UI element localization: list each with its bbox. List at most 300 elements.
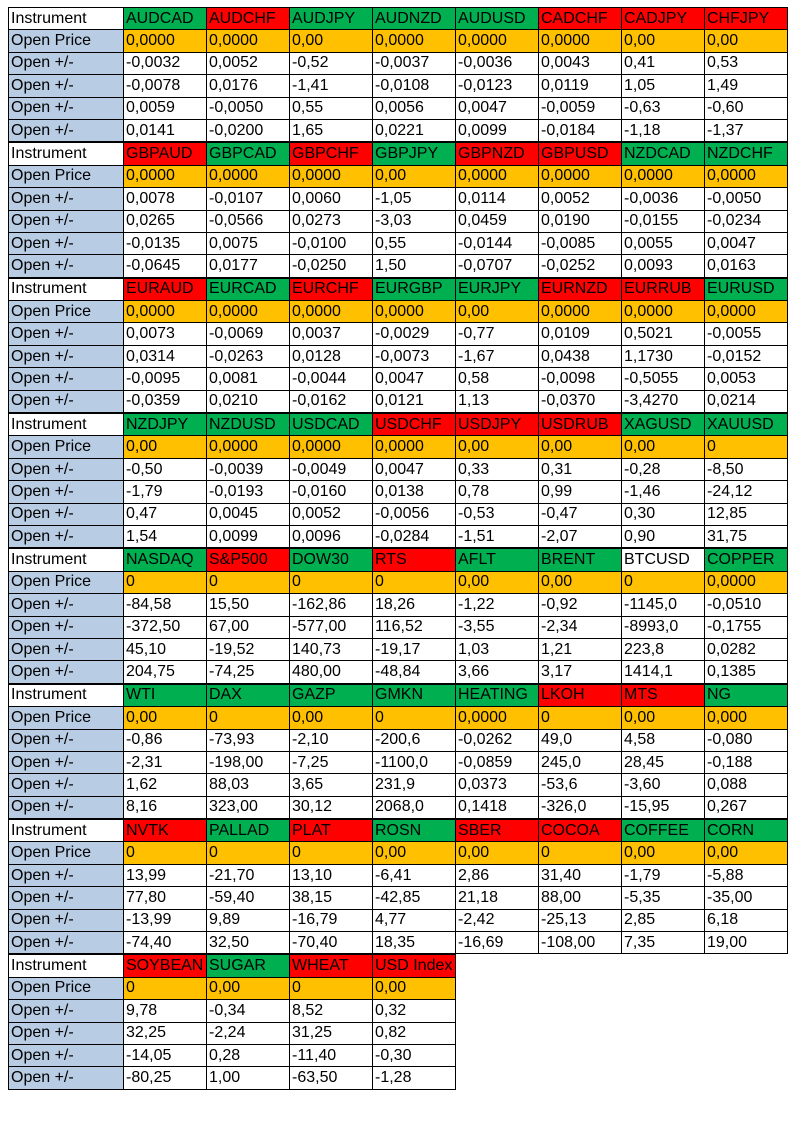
open-change-cell[interactable]: 1,50 [373,255,456,277]
open-price-cell[interactable]: 0,00 [290,707,373,729]
open-change-cell[interactable]: 0,0177 [207,255,290,277]
open-change-cell[interactable]: -3,55 [456,616,539,638]
open-change-cell[interactable]: 0,0273 [290,210,373,232]
open-change-cell[interactable]: 0,47 [124,503,207,525]
open-change-cell[interactable]: -25,13 [539,909,622,931]
open-change-cell[interactable]: -3,4270 [622,390,705,412]
instrument-name-cell[interactable]: USDCHF [373,414,456,436]
open-change-cell[interactable]: -1,18 [622,119,705,141]
open-change-cell[interactable]: -0,0073 [373,345,456,367]
open-change-cell[interactable]: -0,0370 [539,390,622,412]
instrument-name-cell[interactable]: MTS [622,684,705,706]
open-change-cell[interactable]: -0,0707 [456,255,539,277]
open-change-cell[interactable]: 7,35 [622,932,705,954]
open-change-cell[interactable]: -1,79 [124,481,207,503]
open-change-cell[interactable]: 0,0056 [373,97,456,119]
open-change-cell[interactable]: 0,0047 [373,368,456,390]
instrument-name-cell[interactable]: HEATING [456,684,539,706]
open-price-cell[interactable]: 0 [207,707,290,729]
open-change-cell[interactable]: 2,86 [456,864,539,886]
open-change-cell[interactable]: -2,10 [290,729,373,751]
open-change-cell[interactable]: -3,60 [622,774,705,796]
open-change-cell[interactable]: 1,13 [456,390,539,412]
instrument-name-cell[interactable]: NG [705,684,788,706]
open-change-cell[interactable]: 38,15 [290,887,373,909]
open-change-cell[interactable]: 116,52 [373,616,456,638]
open-change-cell[interactable]: 12,85 [705,503,788,525]
open-price-cell[interactable]: 0 [207,842,290,864]
open-change-cell[interactable]: -6,41 [373,864,456,886]
open-change-cell[interactable]: 31,40 [539,864,622,886]
open-price-cell[interactable]: 0,0000 [290,301,373,323]
open-change-cell[interactable]: -42,85 [373,887,456,909]
instrument-name-cell[interactable]: EURUSD [705,278,788,300]
open-change-cell[interactable]: -1,37 [705,119,788,141]
open-change-cell[interactable]: -0,0193 [207,481,290,503]
instrument-name-cell[interactable]: GBPCHF [290,143,373,165]
open-price-cell[interactable]: 0,0000 [207,301,290,323]
open-change-cell[interactable]: -1,28 [373,1067,456,1089]
open-change-cell[interactable]: -63,50 [290,1067,373,1089]
instrument-name-cell[interactable]: AUDNZD [373,8,456,30]
open-price-cell[interactable]: 0,00 [622,707,705,729]
open-change-cell[interactable]: 9,89 [207,909,290,931]
instrument-name-cell[interactable]: GBPUSD [539,143,622,165]
open-price-cell[interactable]: 0,0000 [705,165,788,187]
open-price-cell[interactable]: 0,00 [705,842,788,864]
open-change-cell[interactable]: -19,17 [373,638,456,660]
open-change-cell[interactable]: 32,50 [207,932,290,954]
open-change-cell[interactable]: 28,45 [622,751,705,773]
open-change-cell[interactable]: 0,0081 [207,368,290,390]
open-price-cell[interactable]: 0,0000 [290,436,373,458]
instrument-name-cell[interactable]: RTS [373,549,456,571]
open-change-cell[interactable]: -0,34 [207,1000,290,1022]
open-change-cell[interactable]: 0,267 [705,796,788,818]
open-change-cell[interactable]: -0,0184 [539,119,622,141]
open-change-cell[interactable]: -0,92 [539,594,622,616]
open-change-cell[interactable]: 3,66 [456,661,539,683]
open-change-cell[interactable]: -8993,0 [622,616,705,638]
open-price-cell[interactable]: 0,00 [290,30,373,52]
open-change-cell[interactable]: -0,5055 [622,368,705,390]
open-change-cell[interactable]: -0,0032 [124,52,207,74]
open-change-cell[interactable]: 323,00 [207,796,290,818]
open-change-cell[interactable]: -0,0085 [539,232,622,254]
instrument-name-cell[interactable]: EURCAD [207,278,290,300]
instrument-name-cell[interactable]: USDRUB [539,414,622,436]
open-change-cell[interactable]: 0,0043 [539,52,622,74]
open-change-cell[interactable]: 6,18 [705,909,788,931]
instrument-name-cell[interactable]: COFFEE [622,820,705,842]
instrument-name-cell[interactable]: SBER [456,820,539,842]
open-change-cell[interactable]: 0,0047 [373,458,456,480]
open-change-cell[interactable]: -0,0108 [373,75,456,97]
instrument-name-cell[interactable]: EURRUB [622,278,705,300]
open-change-cell[interactable]: -13,99 [124,909,207,931]
open-price-cell[interactable]: 0 [124,842,207,864]
open-change-cell[interactable]: 2068,0 [373,796,456,818]
open-price-cell[interactable]: 0 [124,977,207,999]
open-change-cell[interactable]: 0,90 [622,525,705,547]
open-change-cell[interactable]: -0,86 [124,729,207,751]
open-change-cell[interactable]: -0,0566 [207,210,290,232]
open-change-cell[interactable]: -0,60 [705,97,788,119]
instrument-name-cell[interactable]: USD Index [373,955,456,977]
open-change-cell[interactable]: 1,65 [290,119,373,141]
open-change-cell[interactable]: 0,0282 [705,638,788,660]
open-change-cell[interactable]: -0,080 [705,729,788,751]
open-change-cell[interactable]: -21,70 [207,864,290,886]
instrument-name-cell[interactable]: GBPNZD [456,143,539,165]
open-change-cell[interactable]: -0,0263 [207,345,290,367]
open-change-cell[interactable]: 18,26 [373,594,456,616]
open-price-cell[interactable]: 0,00 [124,436,207,458]
open-change-cell[interactable]: -0,0050 [207,97,290,119]
open-price-cell[interactable]: 0,0000 [207,165,290,187]
instrument-name-cell[interactable]: CORN [705,820,788,842]
open-change-cell[interactable]: -8,50 [705,458,788,480]
open-change-cell[interactable]: 0,0114 [456,188,539,210]
open-change-cell[interactable]: -74,25 [207,661,290,683]
open-change-cell[interactable]: 0,1418 [456,796,539,818]
instrument-name-cell[interactable]: GBPAUD [124,143,207,165]
open-change-cell[interactable]: 0,0214 [705,390,788,412]
open-price-cell[interactable]: 0,00 [456,436,539,458]
open-change-cell[interactable]: 0,5021 [622,323,705,345]
open-change-cell[interactable]: -59,40 [207,887,290,909]
open-change-cell[interactable]: -372,50 [124,616,207,638]
open-change-cell[interactable]: 0,0045 [207,503,290,525]
open-price-cell[interactable]: 0,0000 [290,165,373,187]
open-change-cell[interactable]: 2,85 [622,909,705,931]
open-price-cell[interactable]: 0,0000 [456,707,539,729]
open-change-cell[interactable]: -84,58 [124,594,207,616]
open-change-cell[interactable]: 0,0438 [539,345,622,367]
open-price-cell[interactable]: 0 [373,571,456,593]
instrument-name-cell[interactable]: EURGBP [373,278,456,300]
open-change-cell[interactable]: -0,0234 [705,210,788,232]
instrument-name-cell[interactable]: S&P500 [207,549,290,571]
open-change-cell[interactable]: -1100,0 [373,751,456,773]
open-change-cell[interactable]: 245,0 [539,751,622,773]
open-price-cell[interactable]: 0,00 [456,301,539,323]
open-change-cell[interactable]: 1,54 [124,525,207,547]
open-change-cell[interactable]: -577,00 [290,616,373,638]
open-change-cell[interactable]: -0,0135 [124,232,207,254]
open-change-cell[interactable]: -0,0069 [207,323,290,345]
open-change-cell[interactable]: -0,0155 [622,210,705,232]
instrument-name-cell[interactable]: PALLAD [207,820,290,842]
open-change-cell[interactable]: -0,0050 [705,188,788,210]
instrument-name-cell[interactable]: XAUUSD [705,414,788,436]
instrument-name-cell[interactable]: COCOA [539,820,622,842]
open-price-cell[interactable]: 0,0000 [539,30,622,52]
open-change-cell[interactable]: 0,0128 [290,345,373,367]
open-change-cell[interactable]: -11,40 [290,1044,373,1066]
open-change-cell[interactable]: 0,0109 [539,323,622,345]
open-change-cell[interactable]: -74,40 [124,932,207,954]
open-price-cell[interactable]: 0,0000 [124,301,207,323]
open-price-cell[interactable]: 0,00 [705,30,788,52]
open-price-cell[interactable]: 0,00 [124,707,207,729]
open-change-cell[interactable]: 0,0037 [290,323,373,345]
open-change-cell[interactable]: -0,0095 [124,368,207,390]
open-change-cell[interactable]: 0,088 [705,774,788,796]
open-change-cell[interactable]: 0,0099 [456,119,539,141]
open-change-cell[interactable]: 0,0265 [124,210,207,232]
instrument-name-cell[interactable]: CHFJPY [705,8,788,30]
open-price-cell[interactable]: 0 [124,571,207,593]
instrument-name-cell[interactable]: BTCUSD [622,549,705,571]
open-price-cell[interactable]: 0,00 [539,436,622,458]
open-change-cell[interactable]: -0,0055 [705,323,788,345]
open-change-cell[interactable]: -15,95 [622,796,705,818]
open-change-cell[interactable]: 0,1385 [705,661,788,683]
open-change-cell[interactable]: 8,16 [124,796,207,818]
open-change-cell[interactable]: 4,77 [373,909,456,931]
open-change-cell[interactable]: 67,00 [207,616,290,638]
instrument-name-cell[interactable]: SUGAR [207,955,290,977]
open-change-cell[interactable]: 0,41 [622,52,705,74]
open-change-cell[interactable]: 8,52 [290,1000,373,1022]
open-change-cell[interactable]: -1,22 [456,594,539,616]
open-change-cell[interactable]: -0,0049 [290,458,373,480]
open-change-cell[interactable]: -0,0036 [456,52,539,74]
open-change-cell[interactable]: 18,35 [373,932,456,954]
open-change-cell[interactable]: -0,0645 [124,255,207,277]
open-price-cell[interactable]: 0 [539,707,622,729]
open-change-cell[interactable]: 0,0075 [207,232,290,254]
open-change-cell[interactable]: -24,12 [705,481,788,503]
open-change-cell[interactable]: 0,0096 [290,525,373,547]
instrument-name-cell[interactable]: USDJPY [456,414,539,436]
open-change-cell[interactable]: 45,10 [124,638,207,660]
open-change-cell[interactable]: -0,0036 [622,188,705,210]
open-change-cell[interactable]: -2,07 [539,525,622,547]
instrument-name-cell[interactable]: GBPCAD [207,143,290,165]
open-change-cell[interactable]: -1145,0 [622,594,705,616]
open-change-cell[interactable]: -0,0098 [539,368,622,390]
open-change-cell[interactable]: -16,79 [290,909,373,931]
open-change-cell[interactable]: -16,69 [456,932,539,954]
open-change-cell[interactable]: -108,00 [539,932,622,954]
instrument-name-cell[interactable]: GBPJPY [373,143,456,165]
open-change-cell[interactable]: -326,0 [539,796,622,818]
open-change-cell[interactable]: 88,03 [207,774,290,796]
instrument-name-cell[interactable]: NZDJPY [124,414,207,436]
open-change-cell[interactable]: -0,47 [539,503,622,525]
open-change-cell[interactable]: -0,0262 [456,729,539,751]
open-change-cell[interactable]: -2,42 [456,909,539,931]
open-change-cell[interactable]: 9,78 [124,1000,207,1022]
instrument-name-cell[interactable]: NASDAQ [124,549,207,571]
open-change-cell[interactable]: -0,0162 [290,390,373,412]
open-price-cell[interactable]: 0,0000 [207,30,290,52]
open-change-cell[interactable]: 0,55 [373,232,456,254]
open-change-cell[interactable]: 0,0141 [124,119,207,141]
open-change-cell[interactable]: -1,79 [622,864,705,886]
open-change-cell[interactable]: 30,12 [290,796,373,818]
open-change-cell[interactable]: 0,32 [373,1000,456,1022]
open-price-cell[interactable]: 0,0000 [622,301,705,323]
open-change-cell[interactable]: -73,93 [207,729,290,751]
open-change-cell[interactable]: 3,65 [290,774,373,796]
open-change-cell[interactable]: 0,0047 [456,97,539,119]
open-change-cell[interactable]: 0,0078 [124,188,207,210]
instrument-name-cell[interactable]: PLAT [290,820,373,842]
open-change-cell[interactable]: 0,0047 [705,232,788,254]
instrument-name-cell[interactable]: NVTK [124,820,207,842]
open-price-cell[interactable]: 0,0000 [373,30,456,52]
open-change-cell[interactable]: 0,53 [705,52,788,74]
open-change-cell[interactable]: 0,99 [539,481,622,503]
open-price-cell[interactable]: 0 [539,842,622,864]
open-price-cell[interactable]: 0,00 [373,977,456,999]
instrument-name-cell[interactable]: WHEAT [290,955,373,977]
open-change-cell[interactable]: -0,1755 [705,616,788,638]
instrument-name-cell[interactable]: AFLT [456,549,539,571]
open-change-cell[interactable]: -3,03 [373,210,456,232]
open-change-cell[interactable]: -0,0250 [290,255,373,277]
open-change-cell[interactable]: 0,28 [207,1044,290,1066]
open-change-cell[interactable]: -0,0029 [373,323,456,345]
open-change-cell[interactable]: 0,0314 [124,345,207,367]
open-change-cell[interactable]: -0,0284 [373,525,456,547]
open-change-cell[interactable]: 0,33 [456,458,539,480]
open-price-cell[interactable]: 0,00 [373,842,456,864]
open-change-cell[interactable]: 223,8 [622,638,705,660]
open-change-cell[interactable]: -35,00 [705,887,788,909]
open-change-cell[interactable]: 0,55 [290,97,373,119]
open-change-cell[interactable]: -0,0144 [456,232,539,254]
open-price-cell[interactable]: 0 [290,571,373,593]
instrument-name-cell[interactable]: SOYBEAN [124,955,207,977]
open-change-cell[interactable]: -198,00 [207,751,290,773]
instrument-name-cell[interactable]: BRENT [539,549,622,571]
open-change-cell[interactable]: -2,31 [124,751,207,773]
open-price-cell[interactable]: 0,0000 [705,301,788,323]
open-change-cell[interactable]: 0,82 [373,1022,456,1044]
open-change-cell[interactable]: 0,58 [456,368,539,390]
open-price-cell[interactable]: 0,0000 [705,571,788,593]
open-change-cell[interactable]: 1,00 [207,1067,290,1089]
open-change-cell[interactable]: 21,18 [456,887,539,909]
open-change-cell[interactable]: -53,6 [539,774,622,796]
open-change-cell[interactable]: -0,188 [705,751,788,773]
instrument-name-cell[interactable]: AUDJPY [290,8,373,30]
open-change-cell[interactable]: 1,62 [124,774,207,796]
open-change-cell[interactable]: -2,24 [207,1022,290,1044]
open-price-cell[interactable]: 0 [622,571,705,593]
open-change-cell[interactable]: -7,25 [290,751,373,773]
open-change-cell[interactable]: 88,00 [539,887,622,909]
open-change-cell[interactable]: -0,0160 [290,481,373,503]
instrument-name-cell[interactable]: CADJPY [622,8,705,30]
open-change-cell[interactable]: -162,86 [290,594,373,616]
open-change-cell[interactable]: 0,0052 [539,188,622,210]
open-change-cell[interactable]: -0,0152 [705,345,788,367]
open-price-cell[interactable]: 0,0000 [456,165,539,187]
open-change-cell[interactable]: -5,35 [622,887,705,909]
open-change-cell[interactable]: 0,0053 [705,368,788,390]
open-price-cell[interactable]: 0,00 [622,436,705,458]
open-change-cell[interactable]: 1,49 [705,75,788,97]
open-change-cell[interactable]: 0,0052 [207,52,290,74]
open-change-cell[interactable]: 31,75 [705,525,788,547]
open-change-cell[interactable]: 0,0373 [456,774,539,796]
open-change-cell[interactable]: -0,0078 [124,75,207,97]
open-change-cell[interactable]: -48,84 [373,661,456,683]
open-change-cell[interactable]: -5,88 [705,864,788,886]
open-change-cell[interactable]: -0,50 [124,458,207,480]
open-change-cell[interactable]: 31,25 [290,1022,373,1044]
open-price-cell[interactable]: 0,000 [705,707,788,729]
open-price-cell[interactable]: 0 [705,436,788,458]
instrument-name-cell[interactable]: EURJPY [456,278,539,300]
open-change-cell[interactable]: 0,0059 [124,97,207,119]
open-change-cell[interactable]: 0,0176 [207,75,290,97]
open-change-cell[interactable]: -0,0359 [124,390,207,412]
instrument-name-cell[interactable]: LKOH [539,684,622,706]
open-price-cell[interactable]: 0,00 [456,842,539,864]
instrument-name-cell[interactable]: EURNZD [539,278,622,300]
open-change-cell[interactable]: -1,41 [290,75,373,97]
open-price-cell[interactable]: 0,0000 [456,30,539,52]
instrument-name-cell[interactable]: XAGUSD [622,414,705,436]
open-price-cell[interactable]: 0,00 [373,165,456,187]
open-change-cell[interactable]: 0,0093 [622,255,705,277]
open-change-cell[interactable]: 0,0221 [373,119,456,141]
open-change-cell[interactable]: 49,0 [539,729,622,751]
open-change-cell[interactable]: 0,78 [456,481,539,503]
open-change-cell[interactable]: 0,0121 [373,390,456,412]
open-change-cell[interactable]: -0,0100 [290,232,373,254]
open-change-cell[interactable]: -19,52 [207,638,290,660]
instrument-name-cell[interactable]: NZDUSD [207,414,290,436]
open-change-cell[interactable]: -1,51 [456,525,539,547]
open-change-cell[interactable]: 19,00 [705,932,788,954]
open-change-cell[interactable]: -0,0037 [373,52,456,74]
open-change-cell[interactable]: 13,10 [290,864,373,886]
open-change-cell[interactable]: 77,80 [124,887,207,909]
open-change-cell[interactable]: 13,99 [124,864,207,886]
open-change-cell[interactable]: -0,0510 [705,594,788,616]
instrument-name-cell[interactable]: EURAUD [124,278,207,300]
open-change-cell[interactable]: 1,1730 [622,345,705,367]
open-change-cell[interactable]: 0,0459 [456,210,539,232]
open-change-cell[interactable]: 0,30 [622,503,705,525]
open-price-cell[interactable]: 0 [373,707,456,729]
open-change-cell[interactable]: -0,0107 [207,188,290,210]
instrument-name-cell[interactable]: DAX [207,684,290,706]
open-change-cell[interactable]: -14,05 [124,1044,207,1066]
open-change-cell[interactable]: 0,0190 [539,210,622,232]
open-change-cell[interactable]: 15,50 [207,594,290,616]
open-change-cell[interactable]: 0,0052 [290,503,373,525]
open-change-cell[interactable]: 0,31 [539,458,622,480]
open-change-cell[interactable]: 0,0060 [290,188,373,210]
open-change-cell[interactable]: 204,75 [124,661,207,683]
open-change-cell[interactable]: -0,63 [622,97,705,119]
open-change-cell[interactable]: -0,0200 [207,119,290,141]
open-change-cell[interactable]: 0,0163 [705,255,788,277]
open-change-cell[interactable]: -0,77 [456,323,539,345]
instrument-name-cell[interactable]: AUDCAD [124,8,207,30]
open-change-cell[interactable]: -0,0252 [539,255,622,277]
open-change-cell[interactable]: -0,52 [290,52,373,74]
open-change-cell[interactable]: 32,25 [124,1022,207,1044]
